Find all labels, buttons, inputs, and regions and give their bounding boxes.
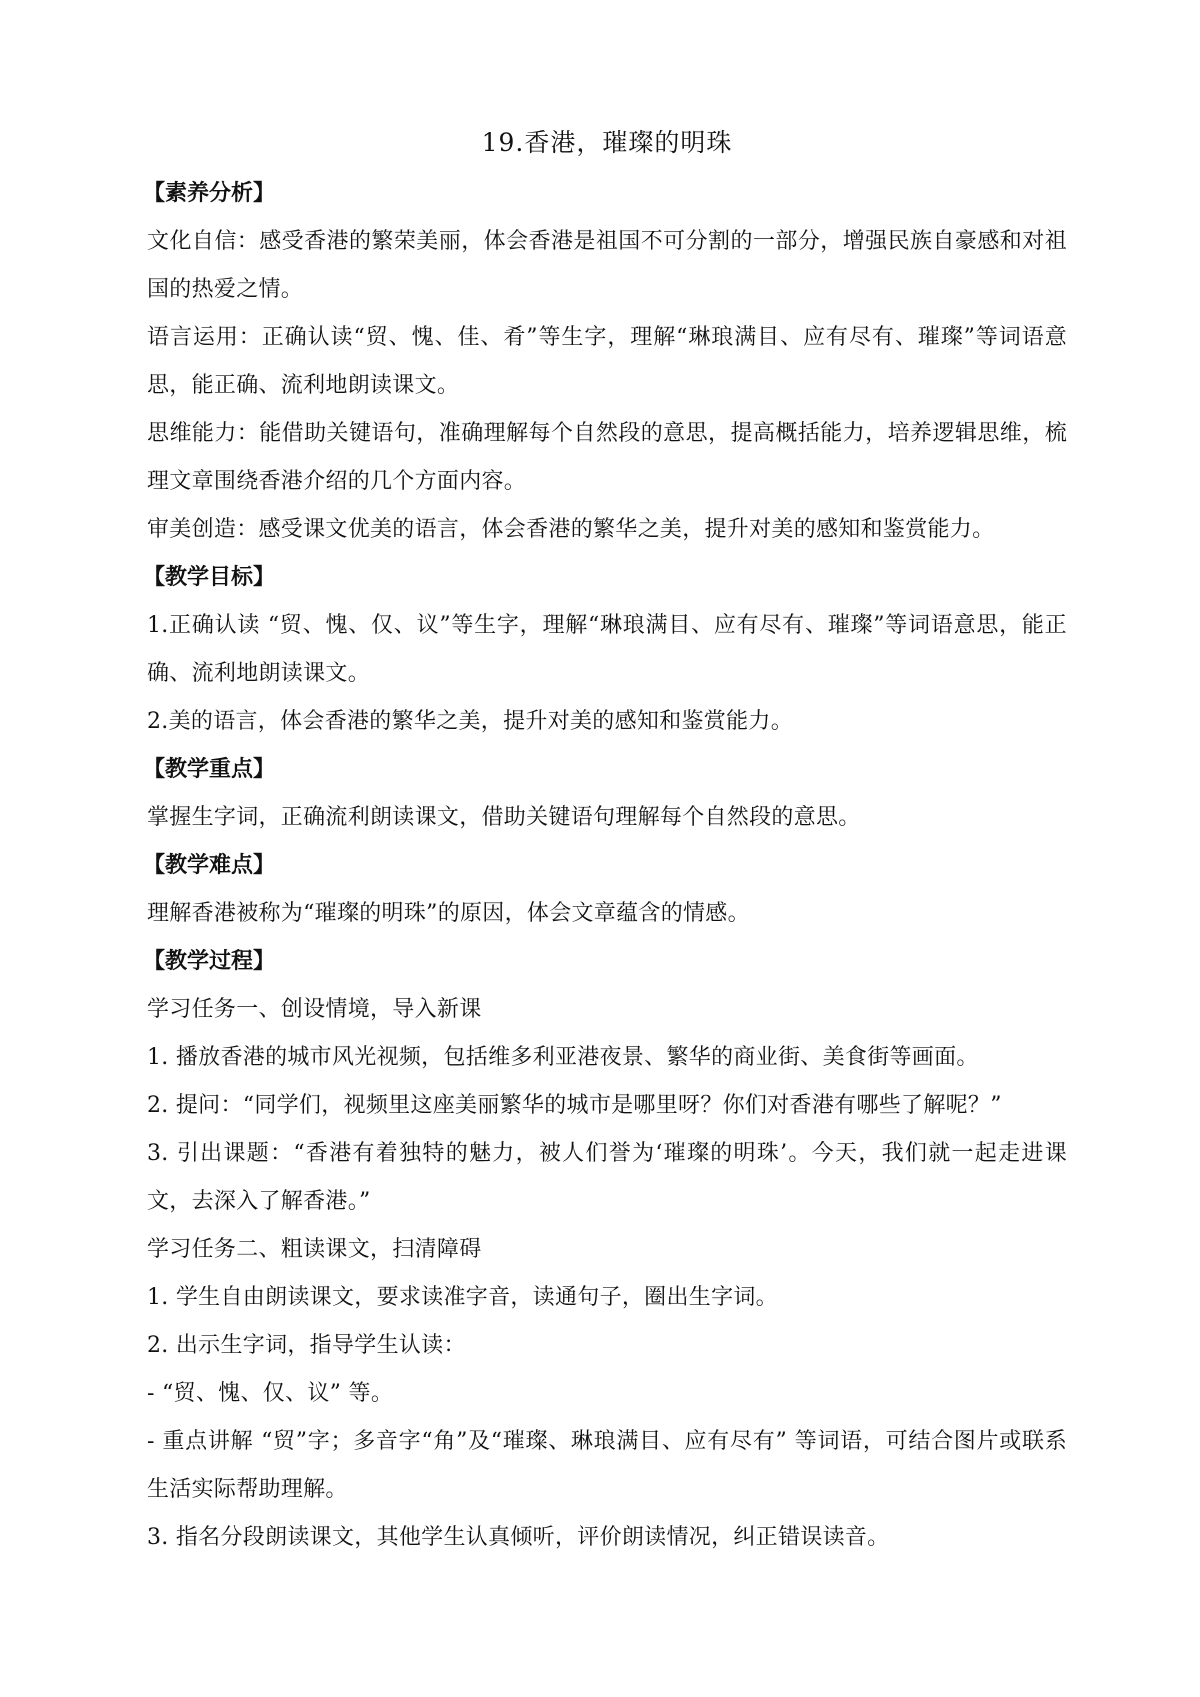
difficulties-heading: 【教学难点】: [143, 853, 276, 878]
key-points-heading: 【教学重点】: [143, 757, 276, 782]
task-2-step: 1. 学生自由朗读课文，要求读准字音，读通句子，圈出生字词。: [147, 1285, 778, 1310]
difficulties-section: [143, 842, 1067, 938]
thinking-ability-paragraph: 思维能力：能借助关键语句，准确理解每个自然段的意思，提高概括能力，培养逻辑思维，梳理文章围绕香港介绍的几个方面内容。: [147, 421, 1067, 494]
task-1-step: 2. 提问：“同学们，视频里这座美丽繁华的城市是哪里呀？你们对香港有哪些了解呢？”: [147, 1093, 1002, 1118]
task-2-step: 3. 指名分段朗读课文，其他学生认真倾听，评价朗读情况，纠正错误读音。: [147, 1525, 890, 1550]
task-1-step: 1. 播放香港的城市风光视频，包括维多利亚港夜景、繁华的商业街、美食街等画面。: [147, 1045, 979, 1070]
document-title: 19.香港，璀璨的明珠: [481, 128, 733, 157]
key-points-section: [143, 746, 1067, 842]
teaching-goals-heading: 【教学目标】: [143, 565, 276, 590]
literacy-analysis-section: [143, 170, 1067, 554]
teaching-goal-item: 2.美的语言，体会香港的繁华之美，提升对美的感知和鉴赏能力。: [147, 709, 793, 734]
task-2-bullet: - 重点讲解 “贸”字；多音字“角”及“璀璨、琳琅满目、应有尽有” 等词语，可结合图片或联系生活实际帮助理解。: [147, 1429, 1067, 1502]
teaching-goals-section: [143, 554, 1067, 746]
task-2-bullet: - “贸、愧、仅、议” 等。: [147, 1381, 394, 1406]
learning-task-1-title: 学习任务一、创设情境，导入新课: [147, 997, 482, 1022]
task-1-step: 3. 引出课题：“香港有着独特的魅力，被人们誉为‘璀璨的明珠’。今天，我们就一起走进课文，去深入了解香港。”: [147, 1141, 1067, 1214]
aesthetic-creation-paragraph: 审美创造：感受课文优美的语言，体会香港的繁华之美，提升对美的感知和鉴赏能力。: [147, 517, 995, 542]
cultural-confidence-paragraph: 文化自信：感受香港的繁荣美丽，体会香港是祖国不可分割的一部分，增强民族自豪感和对祖国的热爱之情。: [147, 229, 1067, 302]
literacy-analysis-heading: 【素养分析】: [143, 181, 276, 206]
language-use-paragraph: 语言运用：正确认读“贸、愧、佳、肴”等生字，理解“琳琅满目、应有尽有、璀璨”等词语意思，能正确、流利地朗读课文。: [147, 325, 1067, 398]
teaching-process-heading: 【教学过程】: [143, 949, 276, 974]
teaching-goal-item: 1.正确认读 “贸、愧、仅、议”等生字，理解“琳琅满目、应有尽有、璀璨”等词语意思，能正确、流利地朗读课文。: [147, 613, 1067, 686]
task-2-step: 2. 出示生字词，指导学生认读：: [147, 1333, 466, 1358]
key-points-text: 掌握生字词，正确流利朗读课文，借助关键语句理解每个自然段的意思。: [147, 805, 861, 830]
document-page: [143, 120, 1067, 1562]
learning-task-2-title: 学习任务二、粗读课文，扫清障碍: [147, 1237, 482, 1262]
difficulties-text: 理解香港被称为“璀璨的明珠”的原因，体会文章蕴含的情感。: [147, 901, 750, 926]
teaching-process-section: [143, 938, 1067, 1562]
